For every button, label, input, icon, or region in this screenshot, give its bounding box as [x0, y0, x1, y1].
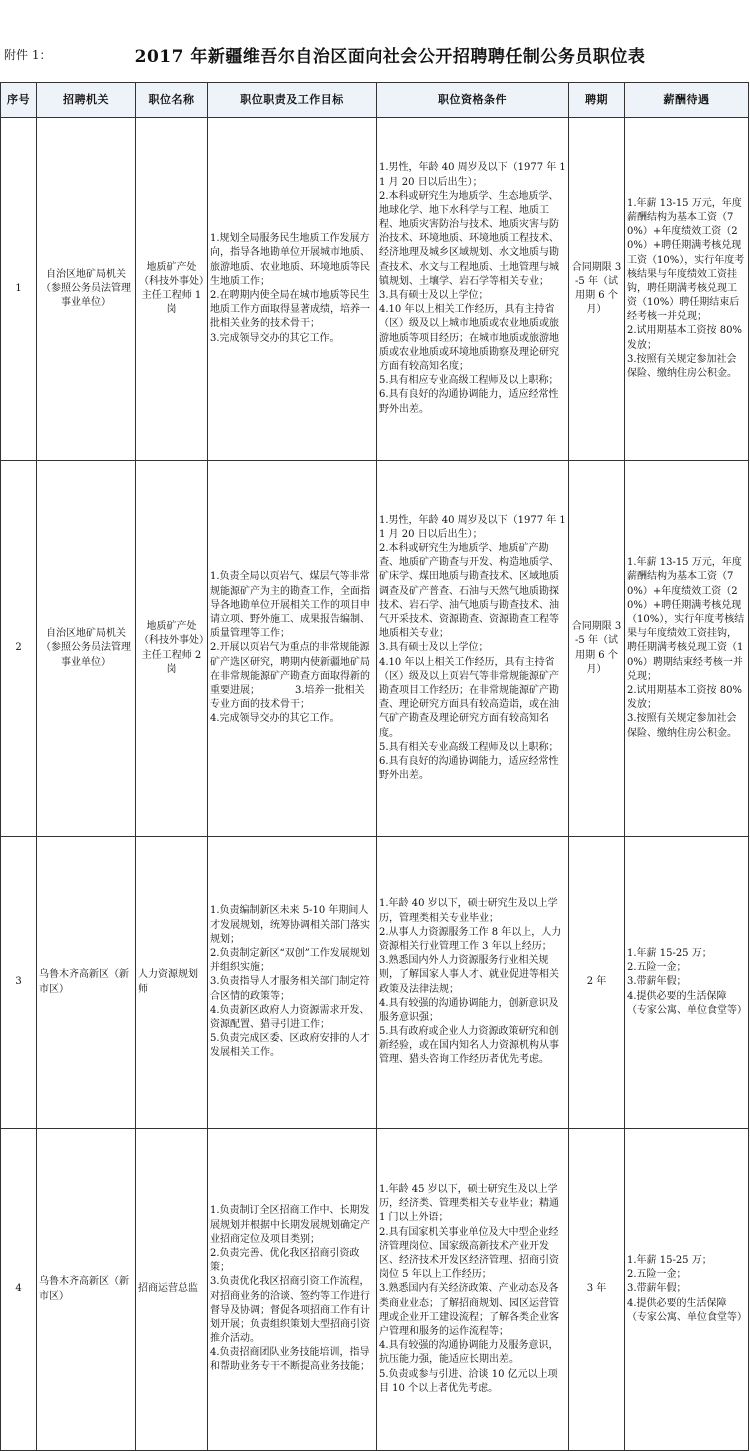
col-header-term: 聘期 [569, 83, 625, 118]
qualification-item: 6.具有良好的沟通协调能力，适应经常性野外出差。 [379, 389, 559, 415]
cell-qualifications [377, 837, 569, 1129]
salary-item: 3.按照有关规定参加社会保险、缴纳住房公积金。 [627, 713, 737, 739]
duty-item: 1.负责全局以页岩气、煤层气等非常规能源矿产为主的勘查工作，全面指导各地勘单位开展相关工作的项目申请立项、野外施工、成果报告编制、质量管理等工作； [210, 571, 370, 640]
cell-duties [208, 837, 377, 1129]
qualification-item: 1.年龄 45 岁以下，硕士研究生及以上学历，经济类、管理类相关专业毕业；精通 1 门以上外语； [379, 1184, 559, 1224]
qualification-item: 5.具有相应专业高级工程师及以上职称； [379, 375, 559, 387]
cell-term: 2 年 [569, 837, 625, 1129]
cell-duties [208, 461, 377, 837]
salary-item: 3.带薪年假； [627, 976, 687, 988]
salary-item: 1.年薪 15-25 万； [627, 1255, 712, 1267]
table-header-row [1, 83, 749, 118]
cell-duties [208, 118, 377, 461]
salary-item: 2.试用期基本工资按 80%发放； [627, 325, 742, 351]
salary-item: 3.带薪年假； [627, 1283, 687, 1295]
qualification-item: 5.具有政府或企业人力资源政策研究和创新经验，或在国内知名人力资源机构从事管理、猎头咨询工作经历者优先考虑。 [379, 1026, 559, 1066]
cell-salary [625, 461, 749, 837]
cell-no: 3 [1, 837, 37, 1129]
document-title: 2017 年新疆维吾尔自治区面向社会公开招聘聘任制公务员职位表 [134, 47, 646, 67]
cell-duties [208, 1129, 377, 1451]
duty-item: 4.完成领导交办的其它工作。 [210, 713, 340, 725]
salary-item: 2.试用期基本工资按 80%发放； [627, 684, 742, 711]
duty-item: 3.负责指导人才服务相关部门制定符合区情的政策等； [210, 976, 370, 1002]
qualification-item: 2.具有国家机关事业单位及大中型企业经济管理岗位、国家级高新技术产业开发区、经济技术开发区经济管理、招商引资岗位 5 年以上工作经历； [379, 1226, 559, 1281]
salary-item: 4.提供必要的生活保障（专家公寓、单位食堂等） [627, 990, 747, 1016]
position-table [0, 82, 749, 1451]
col-header-qualifications: 职位资格条件 [377, 83, 569, 118]
duty-item: 1.负责编制新区未来 5-10 年期间人才发展规划，统筹协调相关部门落实规划； [210, 905, 370, 945]
duty-item: 2.负责制定新区“双创”工作发展规划并组织实施； [210, 948, 370, 974]
cell-qualifications [377, 118, 569, 461]
qualification-item: 1.年龄 40 岁以下，硕士研究生及以上学历，管理类相关专业毕业； [379, 898, 558, 924]
cell-term: 3 年 [569, 1129, 625, 1451]
qualification-item: 3.具有硕士及以上学位； [379, 290, 489, 301]
col-header-position: 职位名称 [136, 83, 208, 118]
table-row [1, 1129, 749, 1451]
cell-term: 合同期限 3-5 年（试用期 6 个月） [569, 461, 625, 837]
col-header-no: 序号 [1, 83, 37, 118]
cell-qualifications [377, 1129, 569, 1451]
duty-item: 3.完成领导交办的其它工作。 [210, 332, 340, 344]
cell-position: 人力资源规划师 [136, 837, 208, 1129]
salary-item: 2.五险一金； [627, 962, 687, 974]
cell-org: 自治区地矿局机关（参照公务员法管理事业单位） [37, 118, 136, 461]
col-header-org: 招聘机关 [37, 83, 136, 118]
cell-salary [625, 837, 749, 1129]
cell-qualifications [377, 461, 569, 837]
salary-item: 1.年薪 13-15 万元，年度薪酬结构为基本工资（70%）+年度绩效工资（20%）+聘任期满考核兑现（10%），实行年度考核结果与年度绩效工资挂钩，聘任期满考核兑现工资（10%）聘期结束经考核一并兑现； [627, 557, 745, 682]
qualification-item: 3.熟悉国内有关经济政策、产业动态及各类商业业态；了解招商规划、园区运营管理或企业开工建设流程；了解各类企业客户管理和服务的运作流程等； [379, 1283, 559, 1337]
duty-item: 1.规划全局服务民生地质工作发展方向，指导各地勘单位开展城市地质、旅游地质、农业地质、环境地质等民生地质工作； [210, 233, 370, 287]
attachment-label: 附件 1： [4, 48, 52, 62]
duty-item: 2.开展以页岩气为重点的非常规能源矿产选区研究，聘期内使新疆地矿局在非常规能源矿产勘查方面取得新的重要进展； 3.培养一批相关专业方面的技术骨干； [210, 642, 370, 711]
table-row [1, 118, 749, 461]
qualification-item: 5.具有相关专业高级工程师及以上职称； [379, 741, 559, 753]
salary-item: 1.年薪 15-25 万； [627, 948, 712, 960]
qualification-item: 4.10 年以上相关工作经历，具有主持省（区）级及以上城市地质或农业地质或旅游地质等项目经历；在城市地质或旅游地质或农业地质或环境地质勘察及理论研究方面有较高知名度； [379, 304, 559, 372]
qualification-item: 1.男性，年龄 40 周岁及以下（1977 年 11 月 20 日以后出生）； [379, 162, 566, 188]
col-header-duties: 职位职责及工作目标 [208, 83, 377, 118]
cell-org: 自治区地矿局机关（参照公务员法管理事业单位） [37, 461, 136, 837]
cell-salary [625, 118, 749, 461]
duty-item: 5.负责完成区委、区政府安排的人才发展相关工作。 [210, 1033, 370, 1059]
duty-item: 4.负责招商团队业务技能培训，指导和帮助业务专干不断提高业务技能； [210, 1347, 370, 1373]
cell-no: 2 [1, 461, 37, 837]
cell-org: 乌鲁木齐高新区（新市区） [37, 837, 136, 1129]
col-header-salary: 薪酬待遇 [625, 83, 749, 118]
duty-item: 2.在聘期内使全局在城市地质等民生地质工作方面取得显著成绩，培养一批相关业务的技术骨干； [210, 290, 370, 330]
salary-item: 4.提供必要的生活保障（专家公寓、单位食堂等） [627, 1297, 747, 1323]
qualification-item: 6.具有良好的沟通协调能力，适应经常性野外出差。 [379, 755, 559, 782]
qualification-item: 2.本科或研究生为地质学、地质矿产勘查、地质矿产勘查与开发、构造地质学、矿床学、煤田地质与勘查技术、区域地质调查及矿产普查、石油与天然气地质勘探技术、岩石学、油气地质与勘查技术、油气开采技术、资源勘查、资源勘查工程等地质相关专业； [379, 543, 559, 640]
qualification-item: 4.10 年以上相关工作经历，具有主持省（区）级及以上页岩气等非常规能源矿产勘查项目工作经历；在非常规能源矿产勘查、理论研究方面具有较高造诣，或在油气矿产勘查及理论研究方面有较高知名度。 [379, 656, 559, 739]
cell-org: 乌鲁木齐高新区（新市区） [37, 1129, 136, 1451]
qualification-item: 2.从事人力资源服务工作 8 年以上，人力资源相关行业管理工作 3 年以上经历； [379, 926, 562, 952]
cell-position: 地质矿产处（科技外事处）主任工程师 1 岗 [136, 118, 208, 461]
duty-item: 4.负责新区政府人力资源需求开发、资源配置、猎寻引进工作； [210, 1004, 370, 1030]
table-row [1, 461, 749, 837]
qualification-item: 3.熟悉国内外人力资源服务行业相关规则，了解国家人事人才、就业促进等相关政策及法律法规； [379, 955, 559, 995]
qualification-item: 2.本科或研究生为地质学、生态地质学、地球化学、地下水科学与工程、地质工程、地质灾害防治与技术、地质灾害与防治技术、环境地质、环境地质工程技术、经济地理及城乡区域规划、水文地质与勘查技术、水文与工程地质、土地管理与城镇规划、土壤学、岩石学等相关专业； [379, 190, 559, 287]
cell-no: 1 [1, 118, 37, 461]
qualification-item: 4.具有较强的沟通协调能力，创新意识及服务意识强； [379, 997, 559, 1023]
duty-item: 1.负责制订全区招商工作中、长期发展规划并根据中长期发展规划确定产业招商定位及项目类别； [210, 1205, 370, 1245]
table-row [1, 837, 749, 1129]
cell-term: 合同期限 3-5 年（试用期 6 个月） [569, 118, 625, 461]
qualification-item: 3.具有硕士及以上学位； [379, 642, 489, 654]
cell-position: 招商运营总监 [136, 1129, 208, 1451]
qualification-item: 1.男性，年龄 40 周岁及以下（1977 年 11 月 20 日以后出生）； [379, 514, 566, 540]
cell-no: 4 [1, 1129, 37, 1451]
document-header [0, 38, 750, 72]
qualification-item: 4.具有较强的沟通协调能力及服务意识，抗压能力强，能适应长期出差。 [379, 1340, 559, 1366]
qualification-item: 5.负责或参与引进、洽谈 10 亿元以上项目 10 个以上者优先考虑。 [379, 1368, 558, 1394]
salary-item: 3.按照有关规定参加社会保险、缴纳住房公积金。 [627, 353, 737, 380]
cell-salary [625, 1129, 749, 1451]
duty-item: 2.负责完善、优化我区招商引资政策； [210, 1247, 360, 1274]
cell-position: 地质矿产处（科技外事处）主任工程师 2 岗 [136, 461, 208, 837]
salary-item: 2.五险一金； [627, 1269, 687, 1281]
salary-item: 1.年薪 13-15 万元，年度薪酬结构为基本工资（70%）+年度绩效工资（20%）+聘任期满考核兑现工资（10%），实行年度考核结果与年度绩效工资挂钩，聘任期满考核兑现工资（10%）聘任期结束后经考核一并兑现； [627, 197, 745, 323]
duty-item: 3.负责优化我区招商引资工作流程，对招商业务的洽谈、签约等工作进行督导及协调；督促各项招商工作有计划开展；负责组织策划大型招商引资推介活动。 [210, 1276, 370, 1345]
